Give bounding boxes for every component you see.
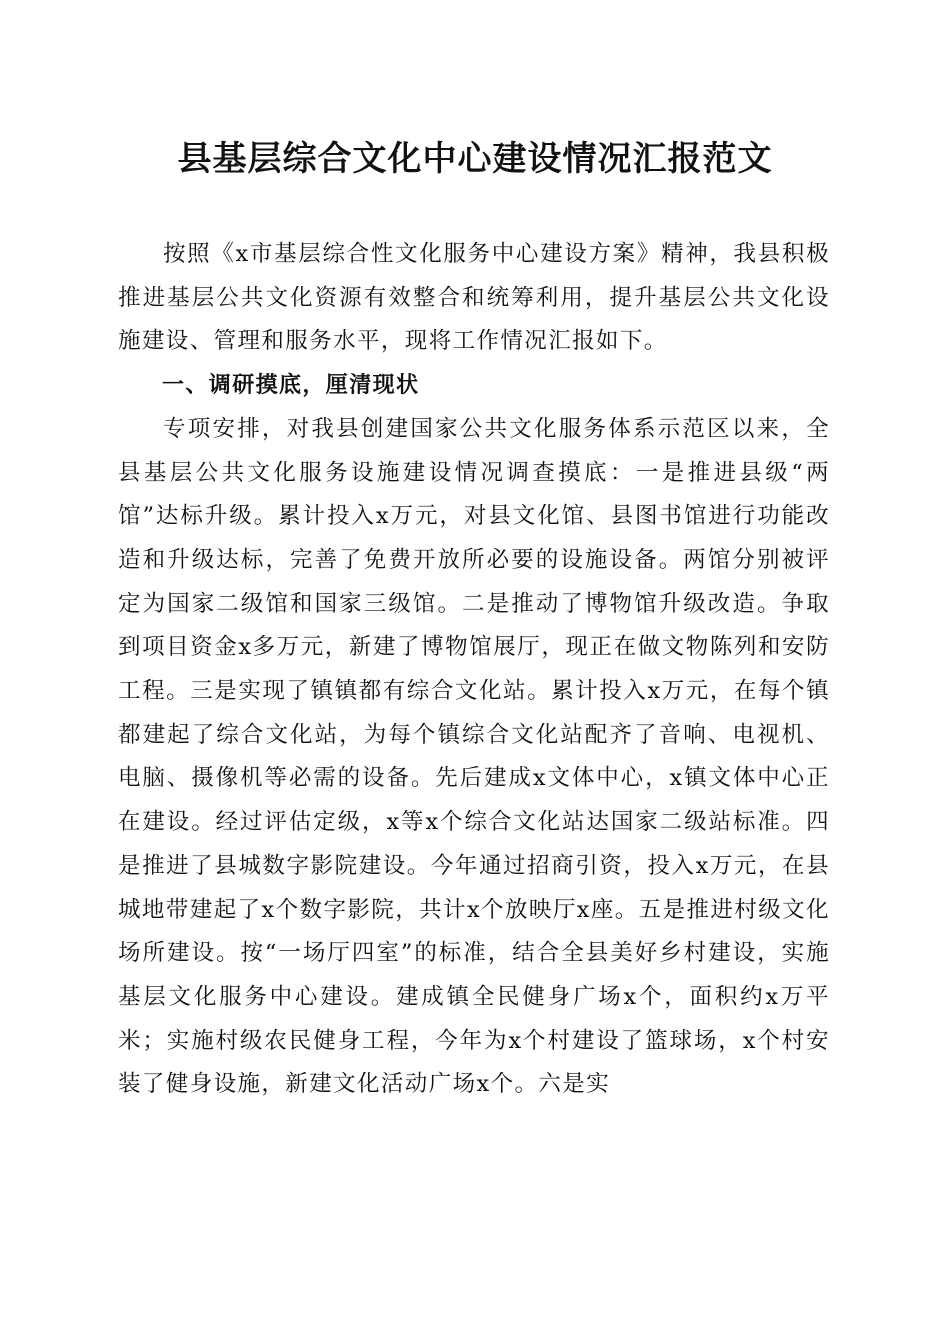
document-body xyxy=(118,233,830,1107)
section-paragraph: 专项安排，对我县创建国家公共文化服务体系示范区以来，全县基层公共文化服务设施建设情况调查摸底：一是推进县级“两馆”达标升级。累计投入x万元，对县文化馆、县图书馆进行功能改造和升级达标，完善了免费开放所必要的设施设备。两馆分别被评定为国家二级馆和国家三级馆。二是推动了博物馆升级改造。争取到项目资金x多万元，新建了博物馆展厅，现正在做文物陈列和安防工程。三是实现了镇镇都有综合文化站。累计投入x万元，在每个镇都建起了综合文化站，为每个镇综合文化站配齐了音响、电视机、电脑、摄像机等必需的设备。先后建成x文体中心，x镇文体中心正在建设。经过评估定级，x等x个综合文化站达国家二级站标准。四是推进了县城数字影院建设。今年通过招商引资，投入x万元，在县城地带建起了x个数字影院，共计x个放映厅x座。五是推进村级文化场所建设。按“一场厅四室”的标准，结合全县美好乡村建设，实施基层文化服务中心建设。建成镇全民健身广场x个，面积约x万平米；实施村级农民健身工程，今年为x个村建设了篮球场，x个村安装了健身设施，新建文化活动广场x个。六是实 xyxy=(118,415,830,1098)
intro-paragraph: 按照《x市基层综合性文化服务中心建设方案》精神，我县积极推进基层公共文化资源有效整合和统筹利用，提升基层公共文化设施建设、管理和服务水平，现将工作情况汇报如下。 xyxy=(118,241,830,355)
document-title: 县基层综合文化中心建设情况汇报范文 xyxy=(177,139,773,179)
section-heading: 一、调研摸底，厘清现状 xyxy=(162,373,420,399)
